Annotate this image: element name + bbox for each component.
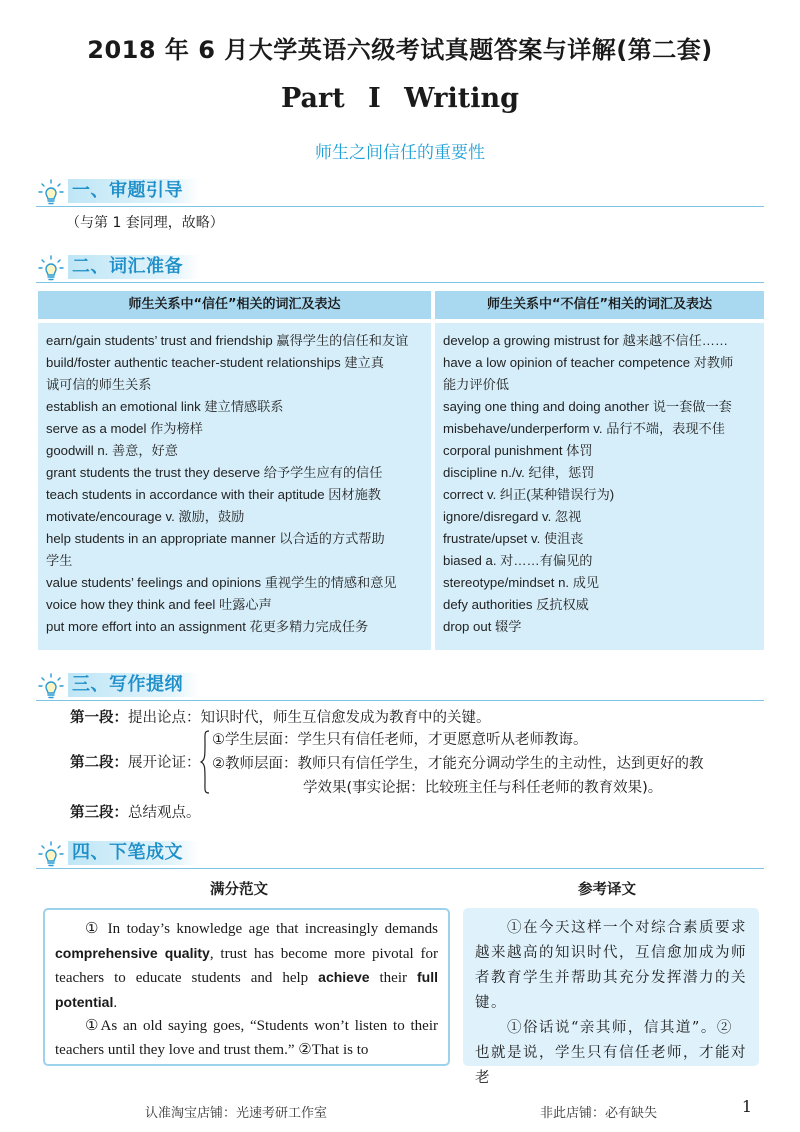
vocab-entry: drop out 辍学 (443, 619, 522, 634)
distrust-column (435, 291, 764, 650)
model-essay-box (43, 908, 450, 1066)
vocab-entry: corporal punishment 体罚 (443, 443, 593, 458)
document-title: 2018 年 6 月大学英语六级考试真题答案与详解(第二套) (87, 36, 713, 64)
paragraph-text: 展开论证： (128, 755, 201, 771)
vocab-entry: develop a growing mistrust for 越来越不信任…… (443, 333, 729, 348)
vocab-entry: voice how they think and feel 吐露心声 (46, 597, 272, 612)
lightbulb-icon (36, 672, 66, 700)
vocab-entry: ignore/disregard v. 忽视 (443, 509, 582, 524)
vocab-entry: frustrate/upset v. 使沮丧 (443, 531, 584, 546)
section-title: 一、审题引导 (68, 179, 199, 203)
paragraph-label: 第三段： (70, 805, 128, 821)
vocab-entry: stereotype/mindset n. 成见 (443, 575, 600, 590)
keyword-highlight: achieve (318, 969, 370, 985)
model-essay-heading: 满分范文 (210, 882, 268, 898)
column-header: 师生关系中“信任”相关的词汇及表达 (38, 291, 431, 319)
outline-paragraph-1 (70, 707, 491, 729)
vocabulary-table (38, 291, 764, 650)
vocab-entry: saying one thing and doing another 说一套做一套 (443, 399, 732, 414)
essay-paragraph (55, 918, 438, 1015)
essay-text: , trust has become more pivotal for teachers to educate students and help (55, 945, 438, 986)
vocab-entry: teach students in accordance with their aptitude 因材施教 (46, 487, 381, 502)
vocab-entry: 学生 (46, 553, 73, 568)
lightbulb-icon (36, 254, 66, 282)
vocab-entry: biased a. 对……有偏见的 (443, 553, 593, 568)
vocab-entry: grant students the trust they deserve 给予学生应有的信任 (46, 465, 383, 480)
section-header-2 (36, 254, 764, 283)
vocab-entry: build/foster authentic teacher-student relationships 建立真 (46, 355, 384, 370)
paragraph-label: 第一段： (70, 710, 128, 726)
vocab-entry: correct v. 纠正(某种错误行为) (443, 487, 615, 502)
column-header: 师生关系中“不信任”相关的词汇及表达 (435, 291, 764, 319)
footer-shop-note: 认准淘宝店铺：光速考研工作室 (145, 1106, 328, 1121)
essay-text: their (369, 970, 417, 986)
section-note: （与第 1 套同理，故略） (66, 215, 224, 231)
section-header-3 (36, 672, 764, 701)
vocab-entry: serve as a model 作为榜样 (46, 421, 203, 436)
section-title: 四、下笔成文 (68, 841, 199, 865)
translation-heading: 参考译文 (578, 882, 636, 898)
essay-text: ① In today’s knowledge age that increasingly demands (85, 921, 438, 937)
paragraph-text: 总结观点。 (128, 805, 201, 821)
column-body (38, 323, 431, 650)
curly-brace-icon (200, 730, 210, 794)
outline-paragraph-3 (70, 802, 201, 824)
outline-paragraph-2 (70, 752, 201, 774)
paragraph-label: 第二段： (70, 755, 128, 771)
essay-topic-title: 师生之间信任的重要性 (315, 143, 485, 163)
vocab-entry: put more effort into an assignment 花更多精力完成任务 (46, 619, 369, 634)
outline-subpoint-1: ①学生层面：学生只有信任老师，才更愿意听从老师教诲。 (212, 732, 588, 748)
vocab-entry: help students in an appropriate manner 以合适的方式帮助 (46, 531, 385, 546)
lightbulb-icon (36, 178, 66, 206)
paragraph-text: 提出论点：知识时代，师生互信愈发成为教育中的关键。 (128, 710, 491, 726)
vocab-entry: value students’ feelings and opinions 重视学生的情感和意见 (46, 575, 397, 590)
vocab-entry: goodwill n. 善意，好意 (46, 443, 178, 458)
vocab-entry: 诚可信的师生关系 (46, 377, 152, 392)
section-header-4 (36, 840, 764, 869)
translation-paragraph: ①在今天这样一个对综合素质要求越来越高的知识时代，互信愈加成为师者教育学生并帮助其充分发挥潜力的关键。 (475, 920, 747, 1011)
page-number: 1 (741, 1097, 752, 1116)
section-title: 二、词汇准备 (68, 255, 199, 279)
keyword-highlight: full potential (55, 969, 438, 1010)
vocab-entry: motivate/encourage v. 激励，鼓励 (46, 509, 245, 524)
part-title: Part I Writing (280, 83, 520, 114)
footer-warning: 非此店铺：必有缺失 (540, 1106, 658, 1121)
vocab-entry: establish an emotional link 建立情感联系 (46, 399, 284, 414)
vocab-entry: have a low opinion of teacher competence 对教师 (443, 355, 734, 370)
section-title: 三、写作提纲 (68, 673, 199, 697)
vocab-entry: misbehave/underperform v. 品行不端，表现不佳 (443, 421, 725, 436)
vocab-entry: earn/gain students’ trust and friendship 赢得学生的信任和友谊 (46, 333, 409, 348)
vocab-entry: defy authorities 反抗权威 (443, 597, 589, 612)
outline-subpoint-2: ②教师层面：教师只有信任学生，才能充分调动学生的主动性，达到更好的教 (212, 756, 704, 772)
trust-column (38, 291, 431, 650)
vocab-entry: discipline n./v. 纪律，惩罚 (443, 465, 595, 480)
translation-box (463, 908, 759, 1086)
lightbulb-icon (36, 840, 66, 868)
translation-paragraph: ①俗话说“亲其师，信其道”。②也就是说，学生只有信任老师，才能对老 (475, 1020, 747, 1086)
column-body (435, 323, 764, 650)
essay-text: . (113, 994, 118, 1011)
essay-paragraph: ①As an old saying goes, “Students won’t listen to their teachers until they love and trust them.” ②That is to (55, 1018, 438, 1058)
keyword-highlight: comprehensive quality (55, 944, 210, 961)
outline-subpoint-2-cont: 学效果(事实论据：比较班主任与科任老师的教育效果)。 (303, 780, 663, 796)
vocab-entry: 能力评价低 (443, 377, 509, 392)
section-header-1 (36, 178, 764, 207)
